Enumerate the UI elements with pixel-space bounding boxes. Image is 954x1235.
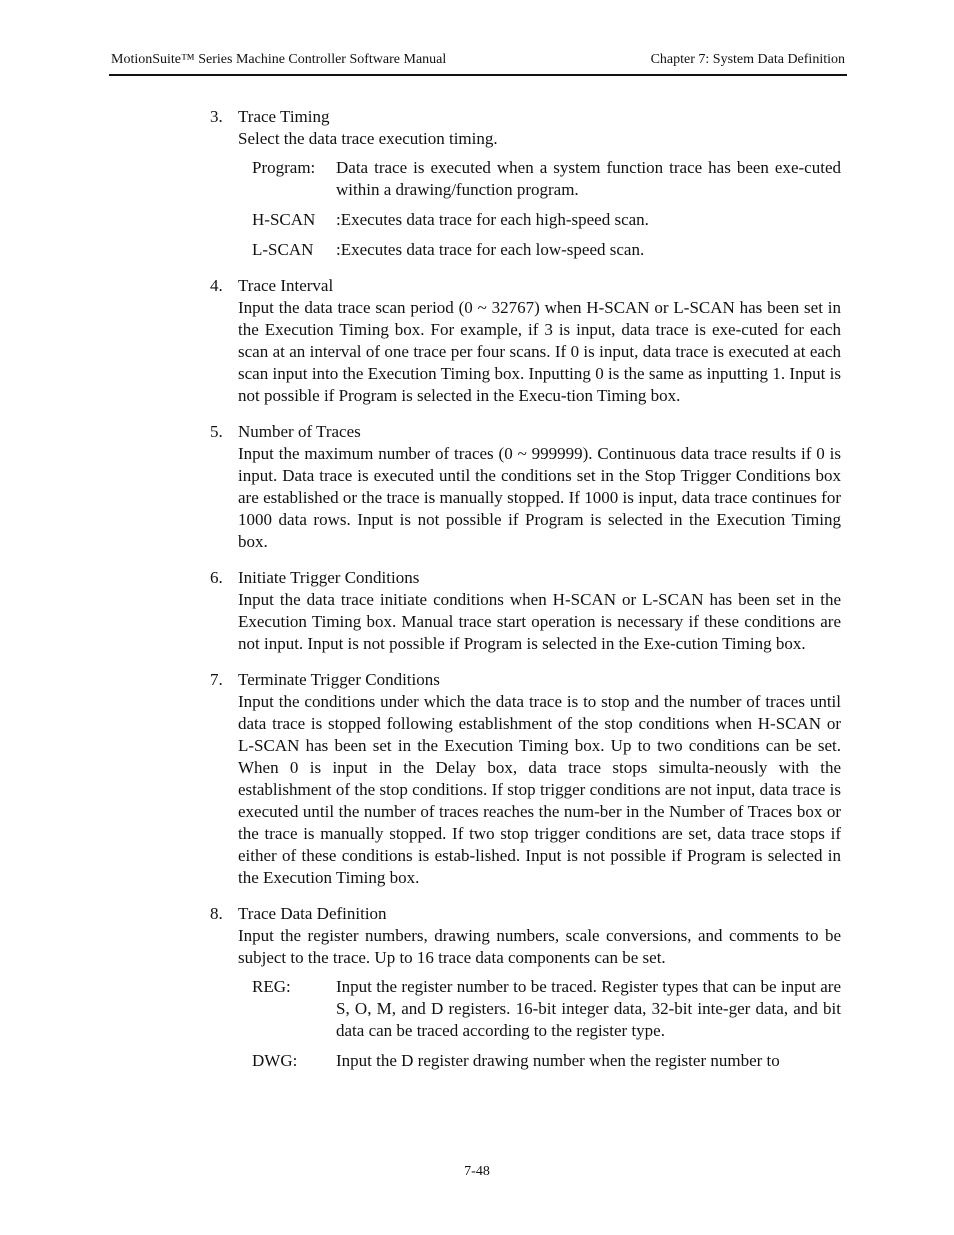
chapter-title: Chapter 7: System Data Definition	[650, 52, 845, 67]
item-title: Terminate Trigger Conditions	[238, 670, 440, 689]
definition-desc: Input the D register drawing number when the register number to	[336, 1051, 780, 1070]
definition-desc: Data trace is executed when a system function trace has been exe-cuted within a drawing/function program.	[336, 158, 841, 199]
page-number: 7-48	[464, 1164, 490, 1179]
item-number: 6.	[210, 568, 223, 587]
definition-row	[252, 976, 841, 1042]
item-text: Input the data trace initiate conditions when H-SCAN or L-SCAN has been set in the Execution Timing box. Manual trace start operation is necessary if these conditions are not input. Input is not possible if Program is selected in the Exe-cution Timing box.	[238, 590, 841, 653]
item-text: Select the data trace execution timing.	[238, 129, 498, 148]
item-number: 8.	[210, 904, 223, 923]
definition-term: REG:	[252, 977, 291, 996]
item-title: Number of Traces	[238, 422, 361, 441]
list-item-trace-data-definition	[210, 903, 850, 1072]
page-header	[109, 50, 847, 76]
manual-title: MotionSuite™ Series Machine Controller Software Manual	[111, 52, 447, 67]
definition-desc: :Executes data trace for each high-speed scan.	[336, 210, 649, 229]
definition-term: L-SCAN	[252, 240, 314, 259]
list-item-terminate-trigger	[210, 669, 850, 889]
item-text: Input the data trace scan period (0 ~ 32767) when H-SCAN or L-SCAN has been set in the Execution Timing box. For example, if 3 is input, data trace is exe-cuted for each scan at an interval of one trace per four scans. If 0 is input, data trace is executed at each scan input into the Execution Timing box. Inputting 0 is the same as inputting 1. Input is not possible if Program is selected in the Execu-tion Timing box.	[238, 298, 841, 405]
list-item-trace-interval	[210, 275, 850, 407]
definition-term: DWG:	[252, 1051, 298, 1070]
list-item-initiate-trigger	[210, 567, 850, 655]
item-text: Input the maximum number of traces (0 ~ 999999). Continuous data trace results if 0 is input. Data trace is executed until the conditions set in the Stop Trigger Conditions box are established or the trace is manually stopped. If 1000 is input, data trace continues for 1000 data rows. Input is not possible if Program is selected in the Execution Timing box.	[238, 444, 841, 551]
item-title: Trace Timing	[238, 107, 330, 126]
item-title: Trace Data Definition	[238, 904, 387, 923]
definition-row	[252, 1050, 841, 1072]
definition-desc: Input the register number to be traced. Register types that can be input are S, O, M, and D registers. 16-bit integer data, 32-bit inte-ger data, and bit data can be traced according to the register type.	[336, 977, 841, 1040]
item-title: Initiate Trigger Conditions	[238, 568, 420, 587]
definition-term: Program:	[252, 158, 316, 177]
list-item-trace-timing	[210, 106, 850, 261]
item-number: 3.	[210, 107, 223, 126]
item-text: Input the register numbers, drawing numbers, scale conversions, and comments to be subject to the trace. Up to 16 trace data components can be set.	[238, 926, 841, 967]
item-number: 7.	[210, 670, 223, 689]
item-title: Trace Interval	[238, 276, 334, 295]
list-item-number-of-traces	[210, 421, 850, 553]
item-number: 4.	[210, 276, 223, 295]
definition-desc: :Executes data trace for each low-speed scan.	[336, 240, 645, 259]
item-number: 5.	[210, 422, 223, 441]
definition-row	[252, 209, 841, 231]
definition-list	[252, 157, 841, 261]
definition-row	[252, 157, 841, 201]
item-text: Input the conditions under which the data trace is to stop and the number of traces until data trace is stopped following establishment of the stop conditions when H-SCAN or L-SCAN has been set in the Execution Timing box. Up to two conditions can be set. When 0 is input in the Delay box, data trace stops simulta-neously with the establishment of the stop conditions. If stop trigger conditions are not input, data trace is executed until the number of traces reaches the num-ber in the Number of Traces box or the trace is manually stopped. If two stop trigger conditions are set, data trace stops if either of these conditions is estab-lished. Input is not possible if Program is selected in the Execution Timing box.	[238, 692, 841, 887]
definition-row	[252, 239, 841, 261]
definition-term: H-SCAN	[252, 210, 316, 229]
page-content	[210, 106, 850, 1086]
definition-list	[252, 976, 841, 1072]
